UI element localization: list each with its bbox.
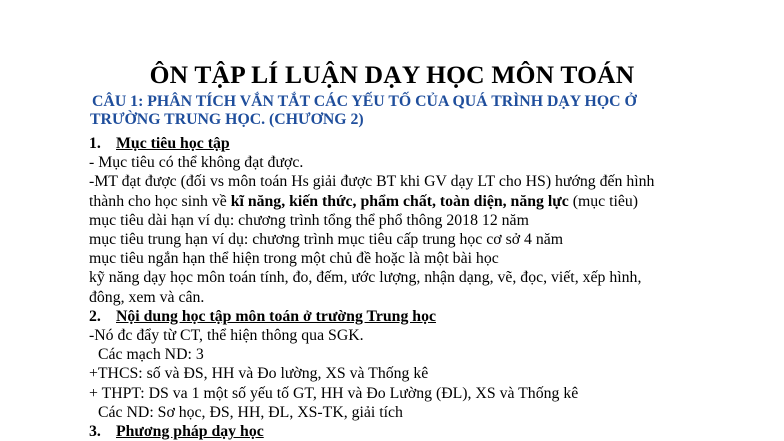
question-heading-line-1: CÂU 1: PHÂN TÍCH VẮN TẮT CÁC YẾU TỐ CỦA QUÁ TRÌNH DẠY HỌC Ở: [92, 93, 637, 110]
section-number: 2.: [89, 307, 101, 325]
paragraph-line: Các ND: Sơ học, ĐS, HH, ĐL, XS-TK, giải tích: [98, 403, 403, 421]
paragraph-line: mục tiêu ngắn hạn thể hiện trong một chủ đề hoặc là một bài học: [89, 250, 499, 268]
section-title: Phương pháp dạy học: [116, 423, 264, 441]
paragraph-line: + THPT: DS va 1 một số yếu tố GT, HH và Đo Lường (ĐL), XS và Thống kê: [89, 384, 579, 402]
paragraph-line: -MT đạt được (đối vs môn toán Hs giải được BT khi GV dạy LT cho HS) hướng đến hình: [89, 173, 655, 191]
paragraph-line: +THCS: số và ĐS, HH và Đo lường, XS và Thống kê: [89, 365, 429, 383]
section-number: 1.: [89, 135, 101, 152]
section-title: Mục tiêu học tập: [116, 135, 230, 152]
bold-text-run: kĩ năng, kiến thức, phẩm chất, toàn diện, năng lực: [230, 192, 569, 210]
paragraph-line: mục tiêu dài hạn ví dụ: chương trình tổng thể phổ thông 2018 12 năm: [89, 211, 529, 229]
paragraph-line: - Mục tiêu có thể không đạt được.: [89, 154, 304, 172]
question-heading: [92, 93, 724, 129]
section-number: 3.: [89, 423, 101, 441]
question-heading-line-2: TRƯỜNG TRUNG HỌC. (CHƯƠNG 2): [90, 111, 364, 128]
text-run: (mục tiêu): [568, 192, 639, 210]
text-run: thành cho học sinh về: [89, 192, 231, 210]
paragraph-line: mục tiêu trung hạn ví dụ: chương trình mục tiêu cấp trung học cơ sở 4 năm: [89, 231, 564, 249]
section-heading-1: [89, 134, 769, 153]
document-title: ÔN TẬP LÍ LUẬN DẠY HỌC MÔN TOÁN: [149, 60, 635, 89]
paragraph-line: đông, xem và cân.: [89, 288, 205, 306]
document-body: [89, 134, 769, 441]
paragraph-line: kỹ năng dạy học môn toán tính, đo, đếm, ước lượng, nhận dạng, vẽ, đọc, viết, xếp hình,: [89, 269, 642, 287]
paragraph-line: [89, 192, 769, 211]
paragraph-line: -Nó đc đẩy từ CT, thể hiện thông qua SGK.: [89, 327, 364, 345]
section-heading-2: [89, 307, 769, 326]
section-title: Nội dung học tập môn toán ở trường Trung học: [116, 307, 437, 325]
paragraph-line: Các mạch ND: 3: [98, 346, 204, 364]
section-heading-3: [89, 422, 769, 441]
